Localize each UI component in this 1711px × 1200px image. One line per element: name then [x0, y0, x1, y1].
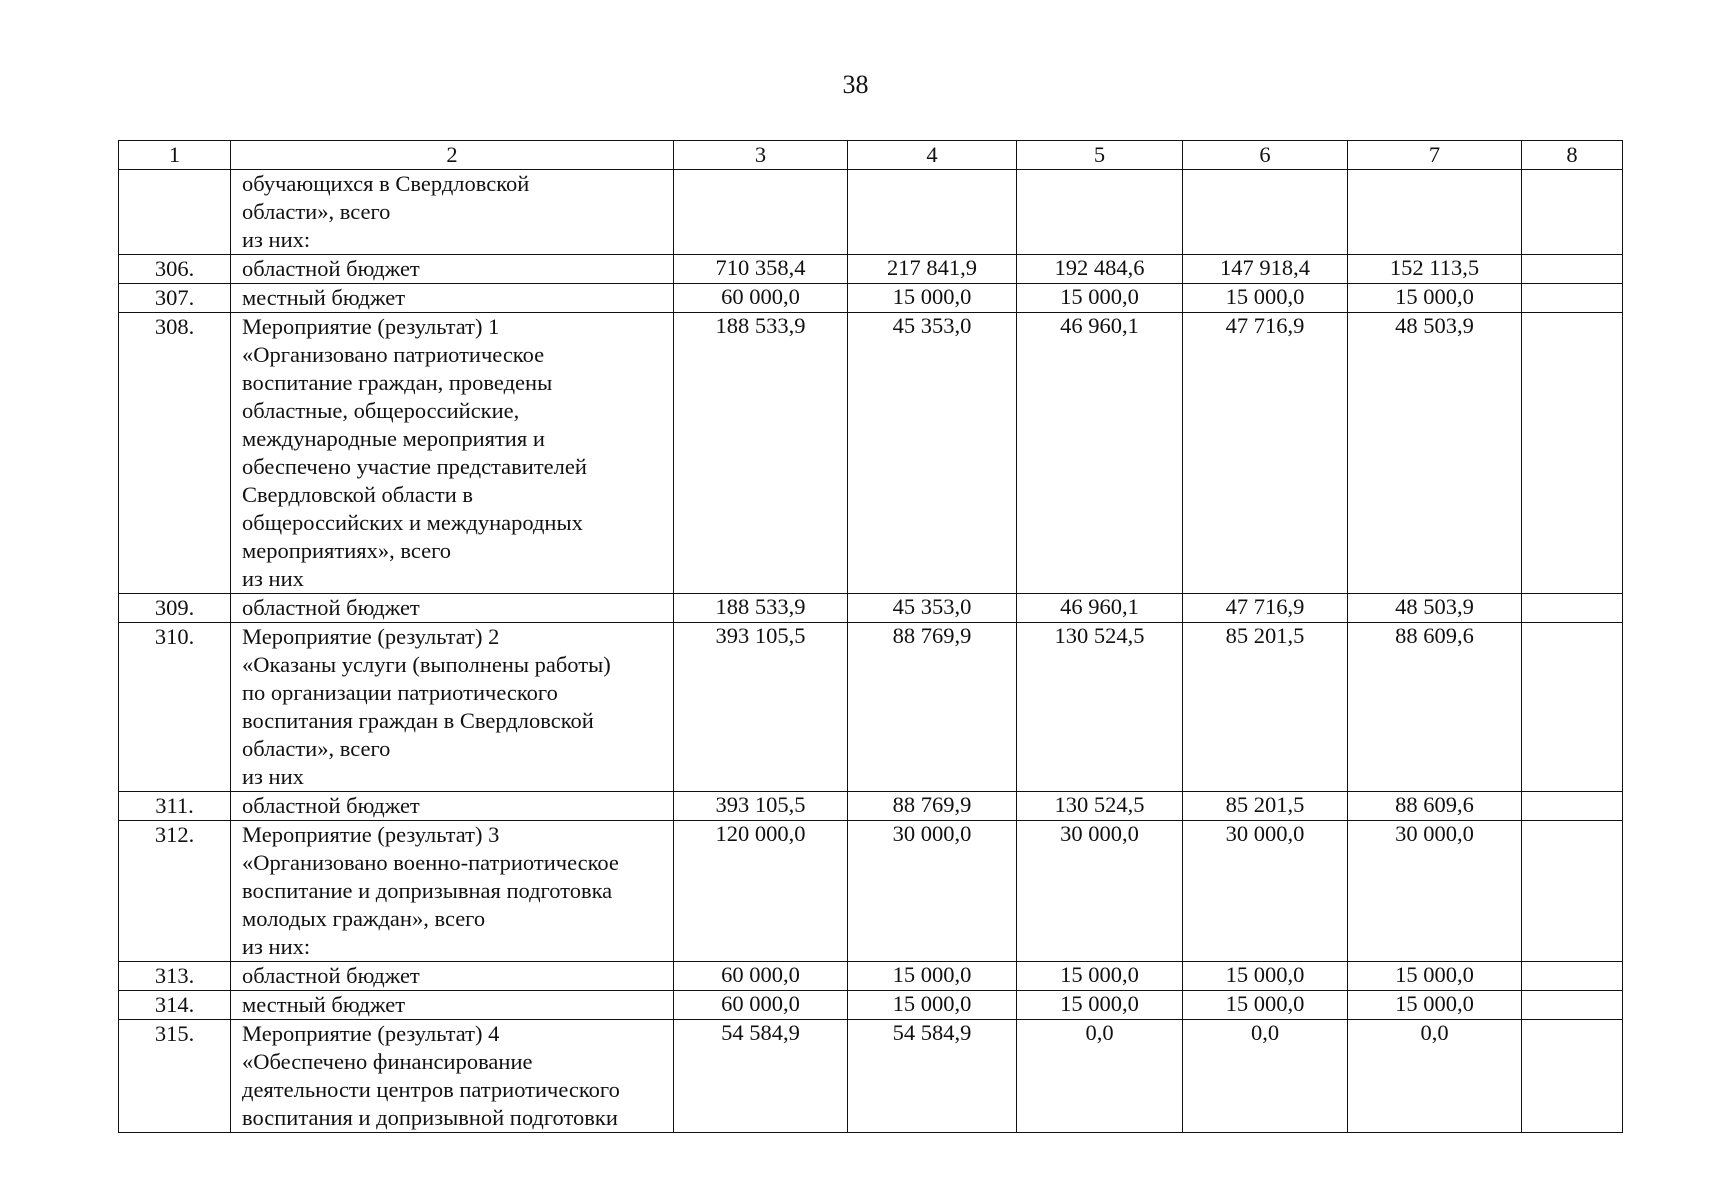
value-col-6: 15 000,0 — [1183, 284, 1348, 313]
column-header-2: 2 — [231, 141, 674, 170]
value-col-5: 46 960,1 — [1017, 313, 1183, 594]
value-col-6: 15 000,0 — [1183, 991, 1348, 1020]
value-col-3: 188 533,9 — [674, 313, 848, 594]
page-number: 38 — [842, 70, 869, 99]
value-col-8 — [1522, 792, 1623, 821]
value-col-4: 15 000,0 — [848, 962, 1017, 991]
value-col-5: 192 484,6 — [1017, 255, 1183, 284]
value-col-8 — [1522, 170, 1623, 255]
row-description: обучающихся в Свердловской области», всего из них: — [231, 170, 674, 255]
table-row — [119, 284, 1623, 313]
value-col-4: 217 841,9 — [848, 255, 1017, 284]
value-col-8 — [1522, 284, 1623, 313]
row-number: 315. — [119, 1020, 231, 1133]
row-description: Мероприятие (результат) 3 «Организовано военно-патриотическое воспитание и допризывная подготовка молодых граждан», всего из них: — [231, 821, 674, 962]
value-col-7: 0,0 — [1348, 1020, 1522, 1133]
value-col-3: 60 000,0 — [674, 284, 848, 313]
value-col-5: 30 000,0 — [1017, 821, 1183, 962]
budget-table — [118, 140, 1623, 1133]
value-col-3: 393 105,5 — [674, 792, 848, 821]
value-col-3: 120 000,0 — [674, 821, 848, 962]
value-col-4: 45 353,0 — [848, 594, 1017, 623]
value-col-8 — [1522, 313, 1623, 594]
column-header-8: 8 — [1522, 141, 1623, 170]
value-col-4: 45 353,0 — [848, 313, 1017, 594]
value-col-7: 152 113,5 — [1348, 255, 1522, 284]
row-description: областной бюджет — [231, 962, 674, 991]
value-col-7: 15 000,0 — [1348, 284, 1522, 313]
column-header-1: 1 — [119, 141, 231, 170]
value-col-8 — [1522, 821, 1623, 962]
row-number: 306. — [119, 255, 231, 284]
table-row — [119, 594, 1623, 623]
value-col-5: 46 960,1 — [1017, 594, 1183, 623]
value-col-8 — [1522, 962, 1623, 991]
column-header-4: 4 — [848, 141, 1017, 170]
row-number: 309. — [119, 594, 231, 623]
row-number — [119, 170, 231, 255]
value-col-8 — [1522, 991, 1623, 1020]
row-number: 314. — [119, 991, 231, 1020]
row-description: Мероприятие (результат) 2 «Оказаны услуги (выполнены работы) по организации патриотического воспитания граждан в Свердловской области», всего из них — [231, 623, 674, 792]
value-col-4: 88 769,9 — [848, 792, 1017, 821]
value-col-3 — [674, 170, 848, 255]
value-col-8 — [1522, 594, 1623, 623]
value-col-7: 48 503,9 — [1348, 594, 1522, 623]
value-col-4: 30 000,0 — [848, 821, 1017, 962]
row-number: 308. — [119, 313, 231, 594]
column-header-7: 7 — [1348, 141, 1522, 170]
value-col-5: 15 000,0 — [1017, 991, 1183, 1020]
value-col-5: 0,0 — [1017, 1020, 1183, 1133]
value-col-4 — [848, 170, 1017, 255]
table-row — [119, 792, 1623, 821]
row-description: Мероприятие (результат) 1 «Организовано патриотическое воспитание граждан, проведены областные, общероссийские, международные мероприятия и обеспечено участие представителей Свердловской области в общероссийских и международных мероприятиях», всего из них — [231, 313, 674, 594]
table-row — [119, 962, 1623, 991]
value-col-6: 15 000,0 — [1183, 962, 1348, 991]
row-description: областной бюджет — [231, 594, 674, 623]
table-row — [119, 1020, 1623, 1133]
value-col-8 — [1522, 1020, 1623, 1133]
value-col-7: 48 503,9 — [1348, 313, 1522, 594]
value-col-5: 130 524,5 — [1017, 623, 1183, 792]
value-col-6: 47 716,9 — [1183, 594, 1348, 623]
row-description: местный бюджет — [231, 991, 674, 1020]
table-row — [119, 170, 1623, 255]
value-col-5 — [1017, 170, 1183, 255]
row-number: 311. — [119, 792, 231, 821]
value-col-7: 15 000,0 — [1348, 991, 1522, 1020]
column-header-5: 5 — [1017, 141, 1183, 170]
row-description: областной бюджет — [231, 792, 674, 821]
row-number: 310. — [119, 623, 231, 792]
column-header-6: 6 — [1183, 141, 1348, 170]
value-col-4: 54 584,9 — [848, 1020, 1017, 1133]
value-col-5: 130 524,5 — [1017, 792, 1183, 821]
row-number: 307. — [119, 284, 231, 313]
value-col-7: 30 000,0 — [1348, 821, 1522, 962]
value-col-6: 0,0 — [1183, 1020, 1348, 1133]
table-body — [119, 170, 1623, 1133]
row-number: 312. — [119, 821, 231, 962]
value-col-6 — [1183, 170, 1348, 255]
value-col-3: 60 000,0 — [674, 962, 848, 991]
column-number-header-row — [119, 141, 1623, 170]
value-col-7: 15 000,0 — [1348, 962, 1522, 991]
value-col-7 — [1348, 170, 1522, 255]
value-col-4: 15 000,0 — [848, 991, 1017, 1020]
value-col-8 — [1522, 623, 1623, 792]
row-description: Мероприятие (результат) 4 «Обеспечено финансирование деятельности центров патриотического воспитания и допризывной подготовки — [231, 1020, 674, 1133]
column-header-3: 3 — [674, 141, 848, 170]
table-row — [119, 821, 1623, 962]
value-col-7: 88 609,6 — [1348, 623, 1522, 792]
value-col-3: 710 358,4 — [674, 255, 848, 284]
row-number: 313. — [119, 962, 231, 991]
table-row — [119, 313, 1623, 594]
row-description: местный бюджет — [231, 284, 674, 313]
value-col-3: 393 105,5 — [674, 623, 848, 792]
value-col-6: 85 201,5 — [1183, 792, 1348, 821]
value-col-3: 188 533,9 — [674, 594, 848, 623]
value-col-6: 147 918,4 — [1183, 255, 1348, 284]
value-col-7: 88 609,6 — [1348, 792, 1522, 821]
table-row — [119, 991, 1623, 1020]
table-row — [119, 255, 1623, 284]
value-col-6: 30 000,0 — [1183, 821, 1348, 962]
value-col-6: 47 716,9 — [1183, 313, 1348, 594]
value-col-6: 85 201,5 — [1183, 623, 1348, 792]
value-col-4: 88 769,9 — [848, 623, 1017, 792]
row-description: областной бюджет — [231, 255, 674, 284]
value-col-3: 60 000,0 — [674, 991, 848, 1020]
value-col-4: 15 000,0 — [848, 284, 1017, 313]
value-col-3: 54 584,9 — [674, 1020, 848, 1133]
table-row — [119, 623, 1623, 792]
value-col-5: 15 000,0 — [1017, 962, 1183, 991]
value-col-5: 15 000,0 — [1017, 284, 1183, 313]
value-col-8 — [1522, 255, 1623, 284]
